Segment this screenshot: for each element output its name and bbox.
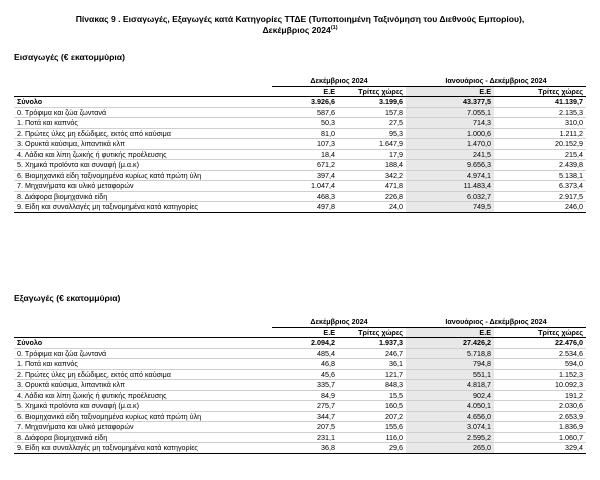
row-label: 6. Βιομηχανικά είδη ταξινομημένα κυρίως κατά πρώτη ύλη [14, 411, 272, 422]
cell-value: 551,1 [406, 369, 494, 380]
title-line-1: Πίνακας 9 . Εισαγωγές, Εξαγωγές κατά Κατηγορίες ΤΤΔΕ (Τυποποιημένη Ταξινόμηση του Διεθνούς Εμπορίου), [75, 14, 525, 24]
exports-column-header-row [14, 327, 586, 338]
cell-value: 1.647,9 [338, 139, 406, 150]
cell-value: 902,4 [406, 390, 494, 401]
col-header-third-year: Τρίτες χώρες [494, 86, 586, 97]
exports-total-row [14, 338, 586, 349]
cell-value: 6.373,4 [494, 181, 586, 192]
col-header-eu-dec: Ε.Ε [272, 327, 338, 338]
title-period: Δεκέμβριος 2024 [262, 25, 331, 35]
table-row [14, 128, 586, 139]
exports-table [14, 317, 586, 454]
cell-value: 10.092,3 [494, 380, 586, 391]
cell-value: 207,2 [338, 411, 406, 422]
cell-value: 587,6 [272, 107, 338, 118]
row-label: 2. Πρώτες ύλες μη εδώδιμες, εκτός από καύσιμα [14, 369, 272, 380]
cell-value: 2.135,3 [494, 107, 586, 118]
cell-value: 24,0 [338, 202, 406, 213]
table-row [14, 432, 586, 443]
cell-value: 4.050,1 [406, 401, 494, 412]
table-row [14, 369, 586, 380]
cell-value: 1.211,2 [494, 128, 586, 139]
cell-value: 22.476,0 [494, 338, 586, 349]
imports-group-header-row [14, 76, 586, 86]
cell-value: 5.718,8 [406, 348, 494, 359]
table-row [14, 118, 586, 129]
group-header-december: Δεκέμβριος 2024 [272, 76, 406, 86]
row-label: 7. Μηχανήματα και υλικό μεταφορών [14, 422, 272, 433]
exports-group-header-row [14, 317, 586, 327]
cell-value: 95,3 [338, 128, 406, 139]
cell-value: 27,5 [338, 118, 406, 129]
cell-value: 215,4 [494, 149, 586, 160]
cell-value: 342,2 [338, 170, 406, 181]
group-header-jan-dec: Ιανουάριος - Δεκέμβριος 2024 [406, 76, 586, 86]
cell-value: 4.818,7 [406, 380, 494, 391]
cell-value: 155,6 [338, 422, 406, 433]
cell-value: 46,8 [272, 359, 338, 370]
cell-value: 1.836,9 [494, 422, 586, 433]
col-header-eu-dec: Ε.Ε [272, 86, 338, 97]
cell-value: 84,9 [272, 390, 338, 401]
table-row [14, 149, 586, 160]
table-row [14, 107, 586, 118]
row-label: 6. Βιομηχανικά είδη ταξινομημένα κυρίως κατά πρώτη ύλη [14, 170, 272, 181]
imports-total-row [14, 97, 586, 108]
row-label: 0. Τρόφιμα και ζώα ζωντανά [14, 107, 272, 118]
table-row [14, 359, 586, 370]
cell-value: 17,9 [338, 149, 406, 160]
cell-value: 265,0 [406, 443, 494, 454]
cell-value: 335,7 [272, 380, 338, 391]
exports-section-title: Εξαγωγές (€ εκατομμύρια) [14, 293, 121, 303]
col-header-eu-year: Ε.Ε [406, 327, 494, 338]
cell-value: 160,5 [338, 401, 406, 412]
cell-value: 344,7 [272, 411, 338, 422]
table-row [14, 401, 586, 412]
group-header-december: Δεκέμβριος 2024 [272, 317, 406, 327]
row-label: 5. Χημικά προϊόντα και συναφή (μ.α.κ) [14, 160, 272, 171]
cell-value: 3.926,6 [272, 97, 338, 108]
table-row [14, 160, 586, 171]
cell-value: 226,8 [338, 191, 406, 202]
group-header-jan-dec: Ιανουάριος - Δεκέμβριος 2024 [406, 317, 586, 327]
row-label: 9. Είδη και συναλλαγές μη ταξινομημένα κατά κατηγορίες [14, 443, 272, 454]
cell-value: 1.152,3 [494, 369, 586, 380]
cell-value: 6.032,7 [406, 191, 494, 202]
table-row [14, 348, 586, 359]
cell-value: 1.470,0 [406, 139, 494, 150]
imports-section-title: Εισαγωγές (€ εκατομμύρια) [14, 52, 125, 62]
row-label: 2. Πρώτες ύλες μη εδώδιμες, εκτός από καύσιμα [14, 128, 272, 139]
page-title [0, 14, 600, 36]
cell-value: 7.055,1 [406, 107, 494, 118]
cell-value: 1.000,6 [406, 128, 494, 139]
col-header-third-dec: Τρίτες χώρες [338, 327, 406, 338]
row-label: 4. Λάδια και λίπη ζωικής ή φυτικής προέλευσης [14, 390, 272, 401]
cell-value: 107,3 [272, 139, 338, 150]
cell-value: 231,1 [272, 432, 338, 443]
title-footnote-marker: (1) [330, 25, 338, 32]
row-label: 1. Ποτά και καπνός [14, 118, 272, 129]
cell-value: 2.917,5 [494, 191, 586, 202]
table-row [14, 411, 586, 422]
cell-value: 1.060,7 [494, 432, 586, 443]
cell-value: 2.439,8 [494, 160, 586, 171]
cell-value: 471,8 [338, 181, 406, 192]
row-label: 8. Διάφορα βιομηχανικά είδη [14, 432, 272, 443]
cell-value: 20.152,9 [494, 139, 586, 150]
cell-value: 1.937,3 [338, 338, 406, 349]
cell-value: 246,0 [494, 202, 586, 213]
cell-value: 848,3 [338, 380, 406, 391]
cell-value: 45,6 [272, 369, 338, 380]
cell-value: 121,7 [338, 369, 406, 380]
cell-value: 11.483,4 [406, 181, 494, 192]
cell-value: 3.074,1 [406, 422, 494, 433]
cell-value: 157,8 [338, 107, 406, 118]
table-row [14, 181, 586, 192]
table-row [14, 139, 586, 150]
cell-value: 485,4 [272, 348, 338, 359]
cell-value: 4.974,1 [406, 170, 494, 181]
cell-value: 2.030,6 [494, 401, 586, 412]
cell-value: 468,3 [272, 191, 338, 202]
cell-value: 2.595,2 [406, 432, 494, 443]
cell-value: 397,4 [272, 170, 338, 181]
table-row [14, 191, 586, 202]
row-label: 3. Ορυκτά καύσιμα, λιπαντικά κλπ [14, 139, 272, 150]
cell-value: 241,5 [406, 149, 494, 160]
row-label: 9. Είδη και συναλλαγές μη ταξινομημένα κατά κατηγορίες [14, 202, 272, 213]
cell-value: 671,2 [272, 160, 338, 171]
cell-value: 81,0 [272, 128, 338, 139]
cell-value: 116,0 [338, 432, 406, 443]
row-label: 4. Λάδια και λίπη ζωικής ή φυτικής προέλευσης [14, 149, 272, 160]
table-row [14, 170, 586, 181]
cell-value: 43.377,5 [406, 97, 494, 108]
cell-value: 3.199,6 [338, 97, 406, 108]
cell-value: 36,1 [338, 359, 406, 370]
cell-value: 594,0 [494, 359, 586, 370]
title-line-2 [0, 25, 600, 36]
imports-table [14, 76, 586, 213]
cell-value: 29,6 [338, 443, 406, 454]
row-label: Σύνολο [14, 97, 272, 108]
cell-value: 18,4 [272, 149, 338, 160]
col-header-third-year: Τρίτες χώρες [494, 327, 586, 338]
table-row [14, 390, 586, 401]
cell-value: 41.139,7 [494, 97, 586, 108]
row-label: 0. Τρόφιμα και ζώα ζωντανά [14, 348, 272, 359]
row-label: 7. Μηχανήματα και υλικό μεταφορών [14, 181, 272, 192]
cell-value: 207,5 [272, 422, 338, 433]
cell-value: 2.534,6 [494, 348, 586, 359]
cell-value: 15,5 [338, 390, 406, 401]
row-label: 5. Χημικά προϊόντα και συναφή (μ.α.κ) [14, 401, 272, 412]
cell-value: 1.047,4 [272, 181, 338, 192]
cell-value: 246,7 [338, 348, 406, 359]
cell-value: 9.656,3 [406, 160, 494, 171]
row-label: 1. Ποτά και καπνός [14, 359, 272, 370]
row-label: Σύνολο [14, 338, 272, 349]
table-row [14, 380, 586, 391]
cell-value: 497,8 [272, 202, 338, 213]
cell-value: 188,4 [338, 160, 406, 171]
cell-value: 2.094,2 [272, 338, 338, 349]
cell-value: 329,4 [494, 443, 586, 454]
cell-value: 36,8 [272, 443, 338, 454]
cell-value: 714,3 [406, 118, 494, 129]
row-label: 8. Διάφορα βιομηχανικά είδη [14, 191, 272, 202]
cell-value: 794,8 [406, 359, 494, 370]
cell-value: 4.656,0 [406, 411, 494, 422]
cell-value: 275,7 [272, 401, 338, 412]
cell-value: 310,0 [494, 118, 586, 129]
cell-value: 191,2 [494, 390, 586, 401]
cell-value: 50,3 [272, 118, 338, 129]
col-header-eu-year: Ε.Ε [406, 86, 494, 97]
imports-column-header-row [14, 86, 586, 97]
cell-value: 749,5 [406, 202, 494, 213]
row-label: 3. Ορυκτά καύσιμα, λιπαντικά κλπ [14, 380, 272, 391]
cell-value: 27.426,2 [406, 338, 494, 349]
cell-value: 5.138,1 [494, 170, 586, 181]
table-row [14, 443, 586, 454]
col-header-third-dec: Τρίτες χώρες [338, 86, 406, 97]
table-row [14, 202, 586, 213]
table-row [14, 422, 586, 433]
cell-value: 2.653,9 [494, 411, 586, 422]
